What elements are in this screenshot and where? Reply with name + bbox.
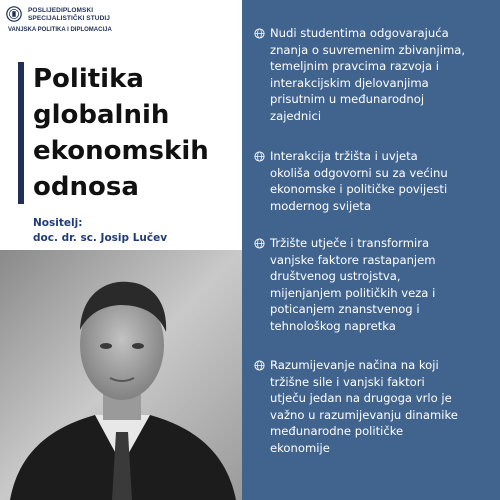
globe-icon	[254, 238, 265, 249]
logo-program-name: VANJSKA POLITIKA I DIPLOMACIJA	[8, 27, 112, 33]
bullet-text-line: zajednici	[270, 108, 322, 123]
logo-text-line2: SPECIJALISTIČKI STUDIJ	[28, 15, 111, 22]
bullet-item	[254, 148, 494, 214]
bullet-text-line: temeljnim pravcima razvoja i	[270, 59, 440, 73]
bullet-text-line: interakcijskim djelovanjima	[270, 75, 429, 90]
bullet-text-line: ekonomske i političke povijesti	[270, 182, 448, 196]
bullet-text-line: Nudi studentima odgovarajuća	[270, 26, 449, 40]
bullet-text-line: tržišne sile i vanjski faktori	[270, 374, 425, 389]
university-seal-icon	[6, 6, 22, 22]
course-title-line: ekonomskih	[33, 136, 209, 166]
bullet-text-line: mijenjanjem političkih veza i	[270, 285, 436, 300]
course-title	[33, 61, 242, 205]
bullet-text-line: vanjske faktore rastapanjem	[270, 252, 436, 267]
left-panel	[0, 0, 242, 500]
bullet-item	[254, 357, 494, 456]
lecturer-name: doc. dr. sc. Josip Lučev	[33, 232, 168, 244]
course-title-line: globalnih	[33, 100, 170, 130]
university-logo	[6, 4, 186, 42]
course-title-line: Politika	[33, 64, 144, 94]
bullet-text-line: modernog svijeta	[270, 198, 372, 213]
lecturer-label: Nositelj:	[33, 217, 83, 229]
bullet-text-line: poticanjem znanstvenog i	[270, 302, 420, 316]
course-title-line: odnosa	[33, 172, 139, 202]
globe-icon	[254, 151, 265, 162]
bullet-text-line: znanja o suvremenim zbivanjima,	[270, 42, 466, 57]
bullet-text-line: važno u razumijevanju dinamike	[270, 407, 458, 422]
lecturer-photo	[0, 250, 242, 500]
bullet-text-line: međunarodne političke	[270, 424, 404, 438]
bullet-text-line: okoliša odgovorni su za većinu	[270, 165, 448, 180]
bullet-text-line: prisutnim u međunarodnoj	[270, 92, 425, 106]
globe-icon	[254, 360, 265, 371]
bullet-text-line: Razumijevanje načina na koji	[270, 358, 439, 372]
bullet-text-line: ekonomije	[270, 440, 330, 455]
logo-text-line1: POSLIJEDIPLOMSKI	[28, 7, 94, 14]
bullet-text-line: utječu jedan na drugoga vrlo je	[270, 391, 452, 405]
bullet-item	[254, 25, 494, 124]
bullet-text-line: Tržište utječe i transformira	[270, 236, 430, 250]
title-accent-bar	[18, 62, 24, 204]
globe-icon	[254, 28, 265, 39]
bullet-text-line: Interakcija tržišta i uvjeta	[270, 149, 418, 163]
bullet-text-line: društvenog ustrojstva,	[270, 269, 401, 283]
bullet-item	[254, 235, 494, 334]
bullet-text-line: tehnološkog napretka	[270, 318, 396, 333]
